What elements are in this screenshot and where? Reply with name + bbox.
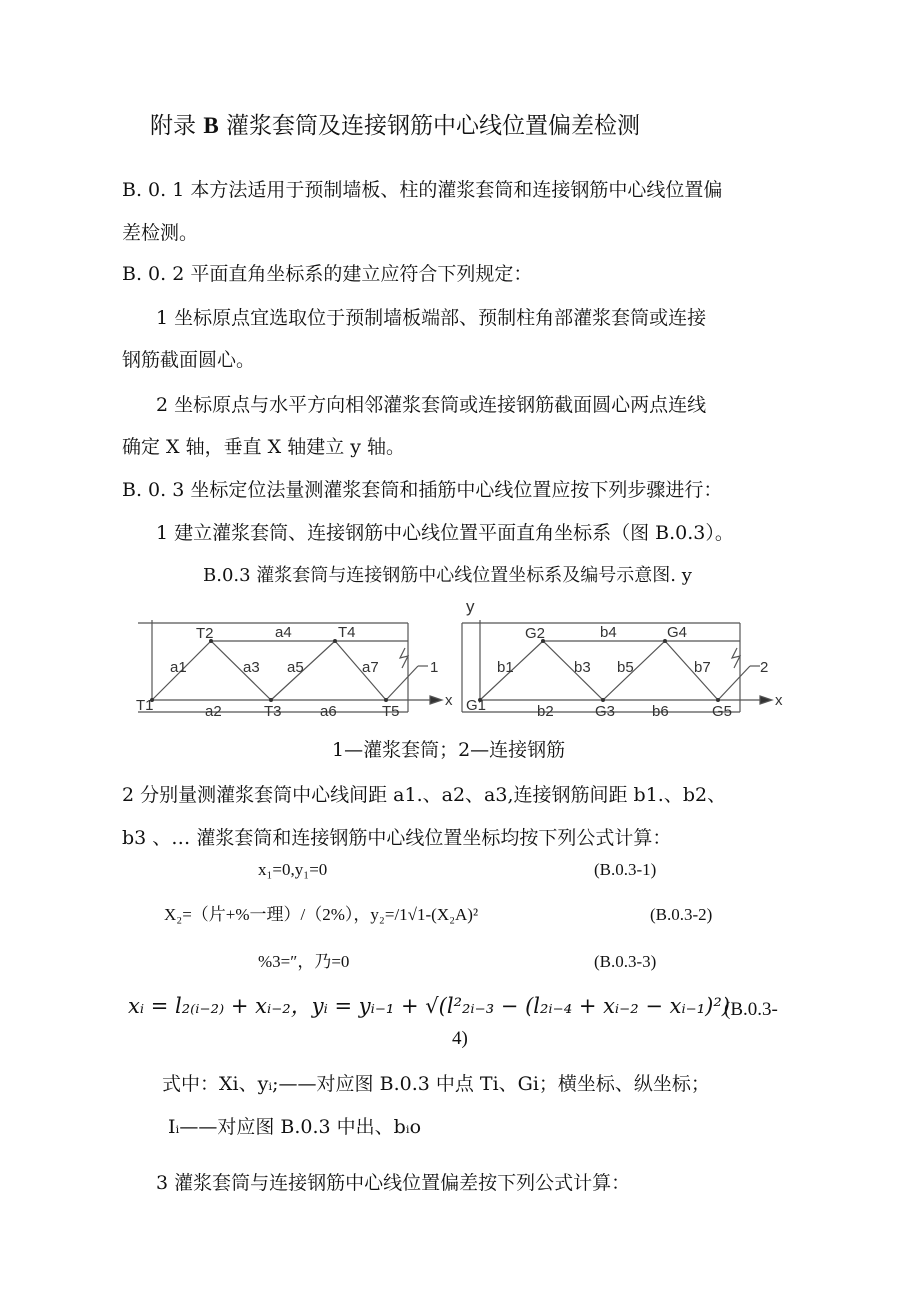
point-label: G5 <box>712 703 733 720</box>
edge-label: a3 <box>243 659 260 676</box>
formula-4: xᵢ = l₂₍ᵢ₋₂₎ + xᵢ₋₂，yᵢ = yᵢ₋₁ + √(l²₂ᵢ₋₃ − (l₂ᵢ₋₄ + xᵢ₋₂ − xᵢ₋₁)²) <box>128 994 730 1018</box>
title-rest: 灌浆套筒及连接钢筋中心线位置偏差检测 <box>225 113 640 139</box>
formula-3: %3=″，乃=0 <box>258 952 350 971</box>
formula-2-number: (B.0.3-2) <box>650 905 713 924</box>
title-prefix: 附录 <box>150 113 196 139</box>
paragraph: 2 坐标原点与水平方向相邻灌浆套筒或连接钢筋截面圆心两点连线 <box>156 394 707 416</box>
formula-4-number: (B.0.3- <box>724 999 778 1020</box>
point-label: G3 <box>595 703 616 720</box>
callout-label: 1 <box>430 659 439 676</box>
edge-label: b3 <box>574 659 591 676</box>
edge-label: b1 <box>497 659 514 676</box>
formula-2: X₂=（片+%一理）/（2%），y₂=/1√1-(X₂A)² <box>164 905 479 924</box>
point-label: T2 <box>196 625 214 642</box>
point-label: G2 <box>525 625 546 642</box>
formula-3-number: (B.0.3-3) <box>594 952 657 971</box>
paragraph: 3 灌浆套筒与连接钢筋中心线位置偏差按下列公式计算： <box>156 1172 631 1194</box>
edge-label: b2 <box>537 703 554 720</box>
formula-4-number-cont: 4) <box>452 1028 468 1049</box>
paragraph: 2 分别量测灌浆套筒中心线间距 a1.、a2、a3,连接钢筋间距 b1.、b2、 <box>122 784 727 806</box>
paragraph: 差检测。 <box>122 222 199 244</box>
paragraph: 1 坐标原点宜选取位于预制墙板端部、预制柱角部灌浆套筒或连接 <box>156 307 707 329</box>
paragraph: B. 0. 2 平面直角坐标系的建立应符合下列规定： <box>122 263 533 285</box>
figure-caption: B.0.3 灌浆套筒与连接钢筋中心线位置坐标系及编号示意图. y <box>203 565 692 586</box>
figure-legend: 1—灌浆套筒；2—连接钢筋 <box>332 739 566 761</box>
edge-label: b6 <box>652 703 669 720</box>
edge-label: b5 <box>617 659 634 676</box>
paragraph: b3 、… 灌浆套筒和连接钢筋中心线位置坐标均按下列公式计算： <box>122 827 672 849</box>
point-label: G4 <box>667 624 688 641</box>
edge-label: a5 <box>287 659 304 676</box>
title-bold: B <box>203 113 219 138</box>
where-clause: 式中：Xi、yᵢ;——对应图 B.0.3 中点 Ti、Gi；横坐标、纵坐标； <box>162 1073 710 1095</box>
point-label: T5 <box>382 703 400 720</box>
edge-label: b7 <box>694 659 711 676</box>
edge-label: b4 <box>600 624 617 641</box>
point-label: T1 <box>136 697 154 714</box>
x-axis-label: x <box>775 692 783 709</box>
edge-label: a2 <box>205 703 222 720</box>
paragraph: B. 0. 3 坐标定位法量测灌浆套筒和插筋中心线位置应按下列步骤进行： <box>122 479 723 501</box>
x-axis-label: x <box>445 692 453 709</box>
edge-label: a7 <box>362 659 379 676</box>
edge-label: a4 <box>275 624 292 641</box>
point-label: T3 <box>264 703 282 720</box>
where-clause: Iᵢ——对应图 B.0.3 中出、bᵢo <box>168 1116 422 1138</box>
edge-label: a6 <box>320 703 337 720</box>
formula-1: x₁=0,y₁=0 <box>258 860 328 879</box>
paragraph: B. 0. 1 本方法适用于预制墙板、柱的灌浆套筒和连接钢筋中心线位置偏 <box>122 179 723 201</box>
paragraph: 钢筋截面圆心。 <box>122 349 256 371</box>
y-axis-label: y <box>466 597 475 616</box>
edge-label: a1 <box>170 659 187 676</box>
point-label: G1 <box>466 697 487 714</box>
formula-1-number: (B.0.3-1) <box>594 860 657 879</box>
callout-label: 2 <box>760 659 769 676</box>
page-title <box>150 114 640 138</box>
paragraph: 1 建立灌浆套筒、连接钢筋中心线位置平面直角坐标系（图 B.0.3）。 <box>156 522 734 544</box>
coordinate-diagram <box>0 590 920 730</box>
paragraph: 确定 X 轴，垂直 X 轴建立 y 轴。 <box>122 436 406 458</box>
point-label: T4 <box>338 624 356 641</box>
